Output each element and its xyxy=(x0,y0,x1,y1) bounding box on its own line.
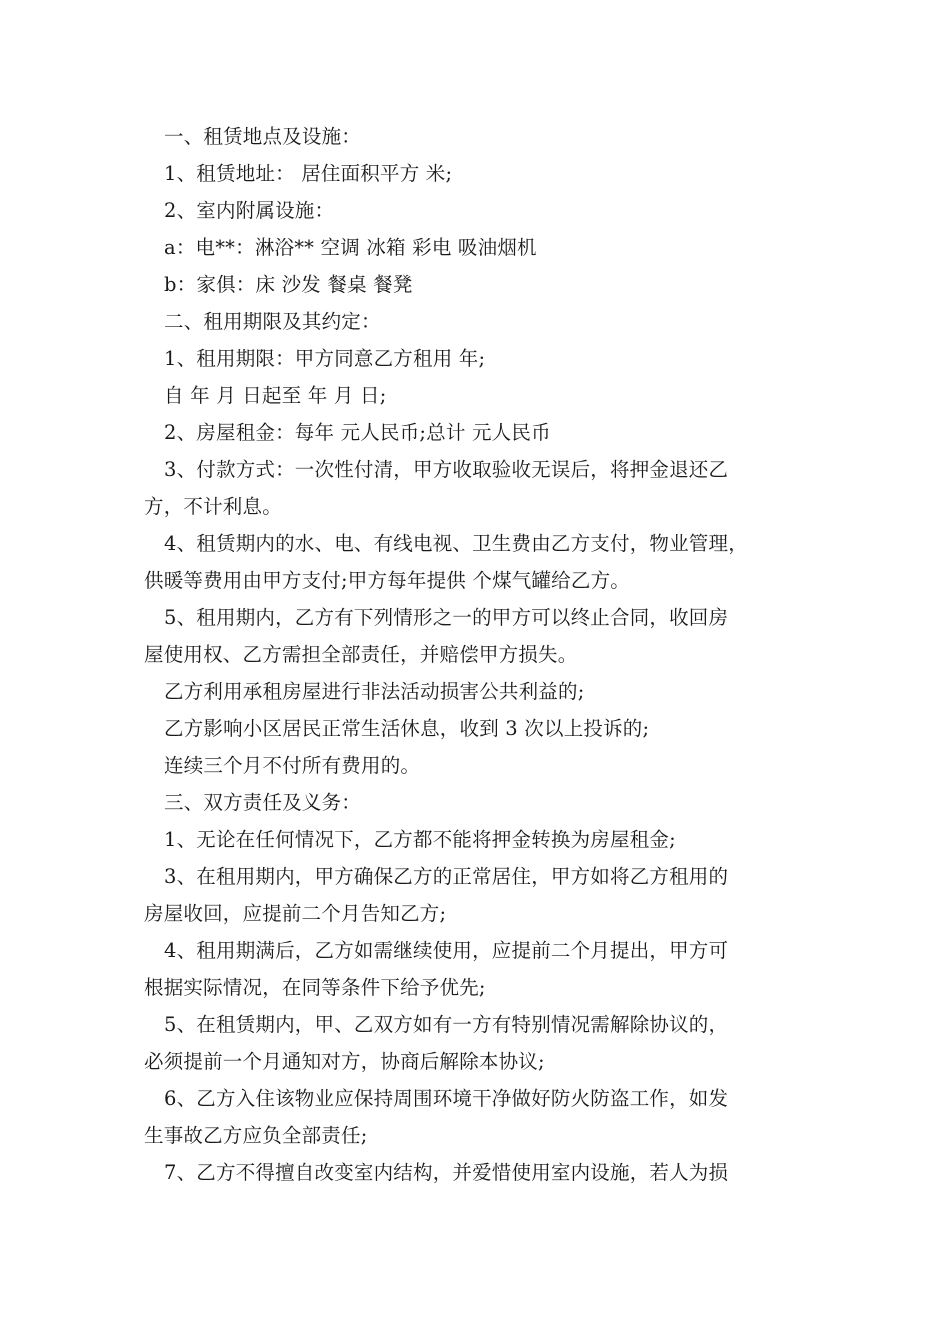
text-line: 屋使用权、乙方需担全部责任，并赔偿甲方损失。 xyxy=(144,643,578,666)
text-line: 6、乙方入住该物业应保持周围环境干净做好防火防盗工作，如发 xyxy=(164,1087,729,1110)
text-line: 4、租用期满后，乙方如需继续使用，应提前二个月提出，甲方可 xyxy=(164,939,729,962)
text-line: 方，不计利息。 xyxy=(144,495,282,518)
text-line: 3、付款方式：一次性付清，甲方收取验收无误后，将押金退还乙 xyxy=(164,458,729,481)
text-line: 2、室内附属设施： xyxy=(164,199,335,222)
text-line: 1、无论在任何情况下，乙方都不能将押金转换为房屋租金; xyxy=(164,828,676,851)
text-line: 连续三个月不付所有费用的。 xyxy=(164,754,421,777)
text-line: 5、在租赁期内，甲、乙双方如有一方有特别情况需解除协议的， xyxy=(164,1013,729,1036)
text-line: a：电**：淋浴** 空调 冰箱 彩电 吸油烟机 xyxy=(164,236,537,259)
text-line: 4、租赁期内的水、电、有线电视、卫生费由乙方支付，物业管理， xyxy=(164,532,748,555)
document-body xyxy=(144,118,808,1191)
text-line: 生事故乙方应负全部责任; xyxy=(144,1124,368,1147)
text-line: 自 年 月 日起至 年 月 日; xyxy=(164,384,387,407)
text-line: 一、租赁地点及设施： xyxy=(164,125,362,148)
text-line: 3、在租用期内，甲方确保乙方的正常居住，甲方如将乙方租用的 xyxy=(164,865,729,888)
text-line: 乙方利用承租房屋进行非法活动损害公共利益的; xyxy=(164,680,585,703)
text-line: b：家俱：床 沙发 餐桌 餐凳 xyxy=(164,273,413,296)
text-line: 5、租用期内，乙方有下列情形之一的甲方可以终止合同，收回房 xyxy=(164,606,729,629)
text-line: 二、租用期限及其约定： xyxy=(164,310,381,333)
text-line: 1、租用期限：甲方同意乙方租用 年; xyxy=(164,347,486,370)
text-line: 乙方影响小区居民正常生活休息，收到 3 次以上投诉的; xyxy=(164,717,650,740)
text-line: 根据实际情况，在同等条件下给予优先; xyxy=(144,976,486,999)
text-line: 2、房屋租金：每年 元人民币;总计 元人民币 xyxy=(164,421,551,444)
text-line: 房屋收回，应提前二个月告知乙方; xyxy=(144,902,447,925)
text-line: 1、租赁地址： 居住面积平方 米; xyxy=(164,162,453,185)
text-line: 供暖等费用由甲方支付;甲方每年提供 个煤气罐给乙方。 xyxy=(144,569,630,592)
text-line: 必须提前一个月通知对方，协商后解除本协议; xyxy=(144,1050,545,1073)
text-line: 三、双方责任及义务： xyxy=(164,791,362,814)
text-line: 7、乙方不得擅自改变室内结构，并爱惜使用室内设施，若人为损 xyxy=(164,1161,729,1184)
